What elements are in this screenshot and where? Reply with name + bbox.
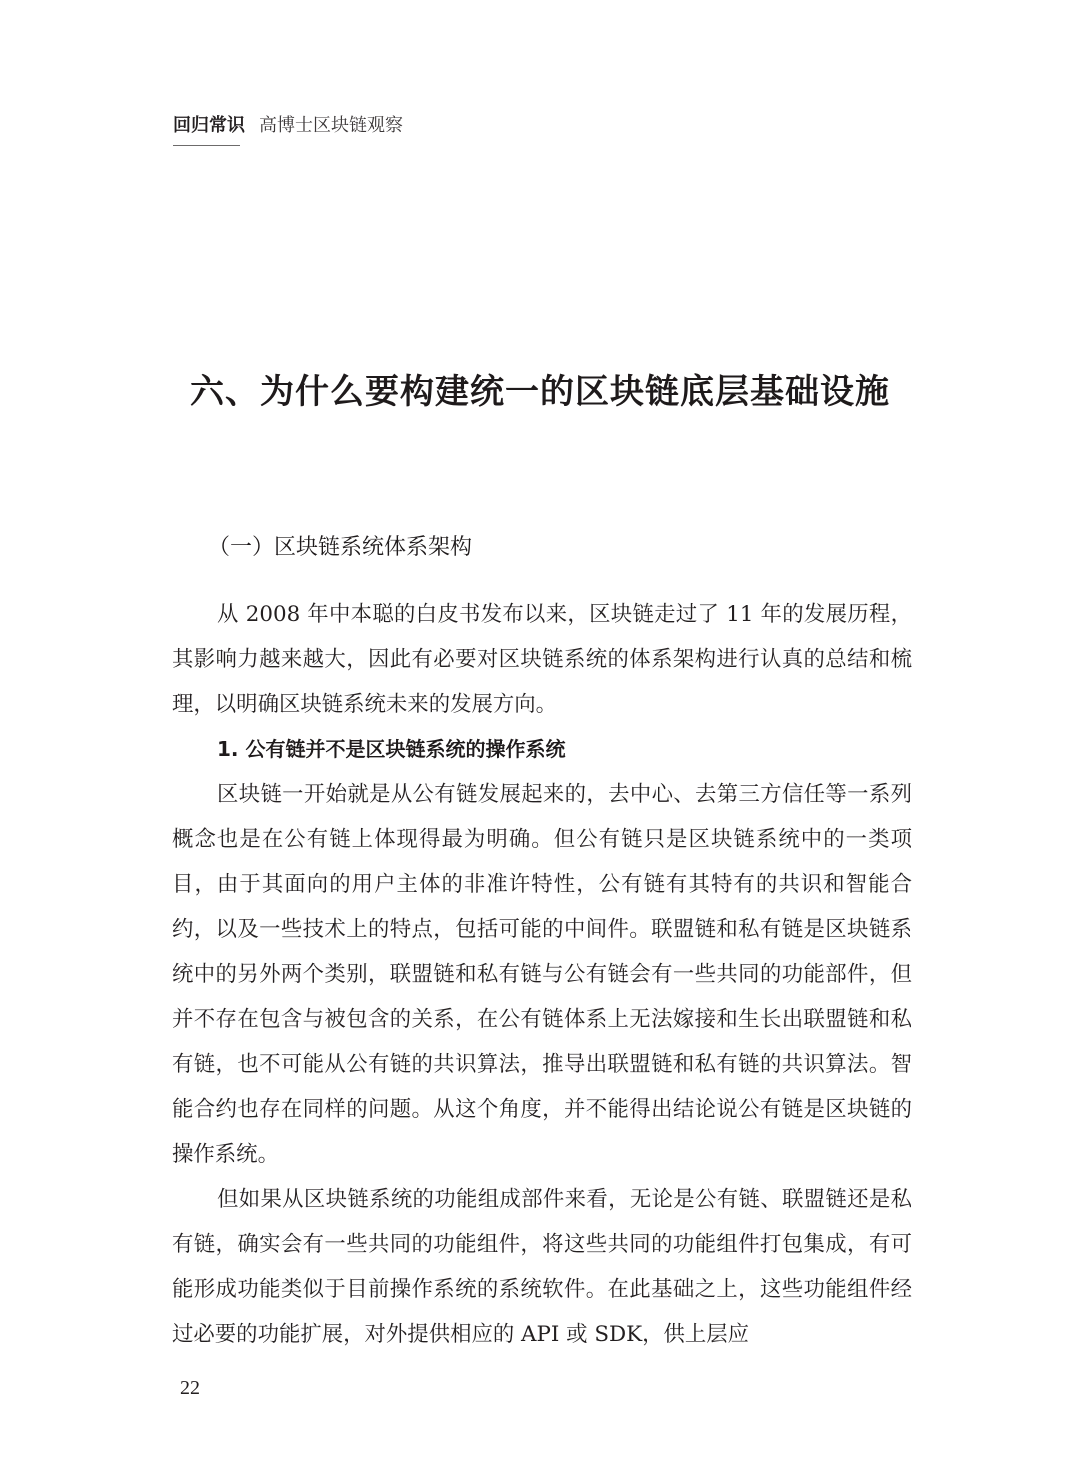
header-rule <box>173 145 240 146</box>
paragraph-public-chain: 区块链一开始就是从公有链发展起来的，去中心、去第三方信任等一系列概念也是在公有链上体现得最为明确。但公有链只是区块链系统中的一类项目，由于其面向的用户主体的非准许特性，公有链有其特有的共识和智能合约，以及一些技术上的特点，包括可能的中间件。联盟链和私有链是区块链系统中的另外两个类别，联盟链和私有链与公有链会有一些共同的功能部件，但并不存在包含与被包含的关系，在公有链体系上无法嫁接和生长出联盟链和私有链，也不可能从公有链的共识算法，推导出联盟链和私有链的共识算法。智能合约也存在同样的问题。从这个角度，并不能得出结论说公有链是区块链的操作系统。 <box>172 782 912 1167</box>
book-title: 回归常识 <box>173 115 245 136</box>
paragraph-components: 但如果从区块链系统的功能组成部件来看，无论是公有链、联盟链还是私有链，确实会有一些共同的功能组件，将这些共同的功能组件打包集成，有可能形成功能类似于目前操作系统的系统软件。在此基础之上，这些功能组件经过必要的功能扩展，对外提供相应的 API 或 SDK，供上层应 <box>172 1187 912 1347</box>
paragraph-intro: 从 2008 年中本聪的白皮书发布以来，区块链走过了 11 年的发展历程，其影响力越来越大，因此有必要对区块链系统的体系架构进行认真的总结和梳理，以明确区块链系统未来的发展方向。 <box>172 602 912 717</box>
subheading: 1. 公有链并不是区块链系统的操作系统 <box>217 737 566 761</box>
book-subtitle: 高博士区块链观察 <box>259 115 403 136</box>
section-heading: （一）区块链系统体系架构 <box>208 535 473 560</box>
running-header <box>173 113 403 139</box>
page-number: 22 <box>180 1377 200 1399</box>
chapter-title: 六、为什么要构建统一的区块链底层基础设施 <box>190 372 890 412</box>
